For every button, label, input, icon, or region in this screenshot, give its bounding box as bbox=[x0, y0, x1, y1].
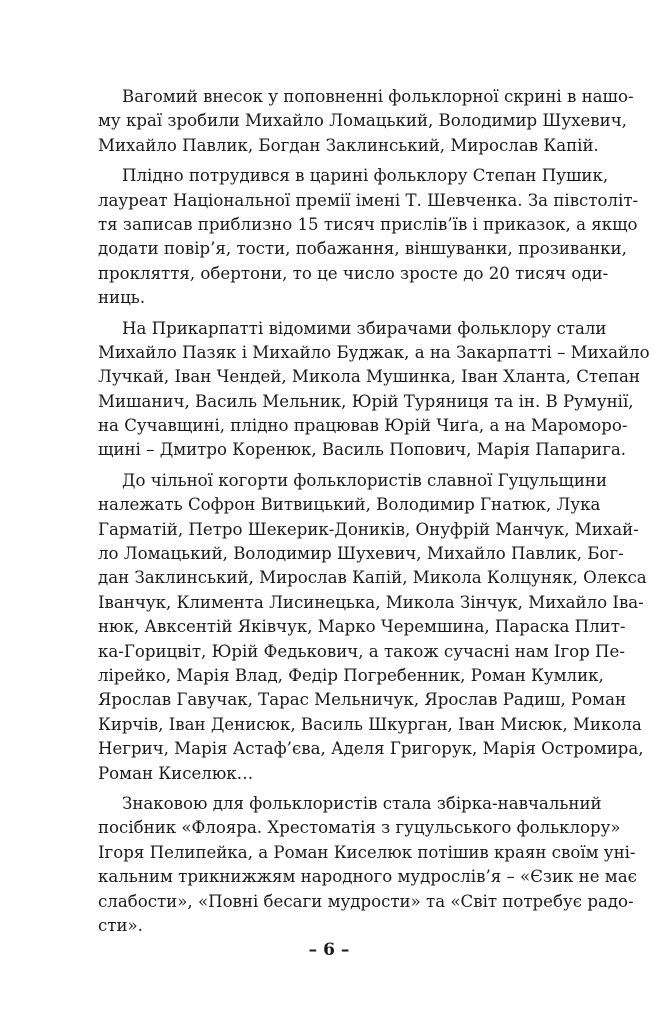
page-number: – 6 – bbox=[308, 940, 350, 960]
text-line: ло Ломацький, Володимир Шухевич, Михайло Павлик, Бог- bbox=[98, 544, 624, 564]
text-line: Мишанич, Василь Мельник, Юрій Туряниця та ін. В Румунії, bbox=[98, 391, 634, 411]
text-line: Гарматій, Петро Шекерик-Доників, Онуфрій Манчук, Михай- bbox=[98, 519, 639, 539]
paragraph-5 bbox=[98, 792, 637, 938]
text-line: Плідно потрудився в царині фольклору Степан Пушик, bbox=[122, 166, 609, 186]
text-line: Знаковою для фольклористів стала збірка-навчальний bbox=[122, 793, 602, 813]
text-line: належать Софрон Витвицький, Володимир Гнатюк, Лука bbox=[98, 495, 601, 515]
text-line: Михайло Пазяк і Михайло Буджак, а на Закарпатті – Михайло bbox=[98, 342, 650, 362]
body-text bbox=[98, 85, 650, 938]
text-line: Ярослав Гавучак, Тарас Мельничук, Ярослав Радиш, Роман bbox=[98, 690, 627, 710]
text-line: сти». bbox=[98, 915, 143, 935]
text-line: слабости», «Повні бесаги мудрости» та «Світ потребує радо- bbox=[98, 891, 634, 911]
paragraph-1 bbox=[98, 85, 634, 158]
text-line: ка-Горицвіт, Юрій Федькович, а також сучасні нам Ігор Пе- bbox=[98, 641, 625, 661]
text-line: Кирчів, Іван Денисюк, Василь Шкурган, Іван Мисюк, Микола bbox=[98, 714, 642, 734]
text-line: тя записав приблизно 15 тисяч прислів’їв і приказок, а якщо bbox=[98, 214, 638, 234]
text-line: му краї зробили Михайло Ломацький, Володимир Шухевич, bbox=[98, 111, 627, 131]
text-line: щині – Дмитро Коренюк, Василь Попович, Марія Папарига. bbox=[98, 440, 627, 460]
text-line: ниць. bbox=[98, 288, 146, 308]
text-line: Лучкай, Іван Чендей, Микола Мушинка, Іван Хланта, Степан bbox=[98, 367, 640, 387]
text-line: Михайло Павлик, Богдан Заклинський, Мирослав Капій. bbox=[98, 135, 599, 155]
text-line: додати повір’я, тости, побажання, віншуванки, прозиванки, bbox=[98, 239, 627, 259]
paragraph-2 bbox=[98, 164, 639, 310]
text-line: нюк, Авксентій Яківчук, Марко Черемшина, Параска Плит- bbox=[98, 617, 626, 637]
text-line: лауреат Національної премії імені Т. Шевченка. За півстоліт- bbox=[98, 190, 639, 210]
text-line: На Прикарпатті відомими збирачами фольклору стали bbox=[122, 318, 607, 338]
text-line: Іванчук, Климента Лисинецька, Микола Зінчук, Михайло Іва- bbox=[98, 592, 644, 612]
text-line: кальним трикнижжям народного мудрослів’я – «Єзик не має bbox=[98, 867, 637, 887]
text-line: Вагомий внесок у поповненні фольклорної скрині в нашо- bbox=[122, 87, 634, 106]
text-line: Роман Киселюк… bbox=[98, 763, 254, 783]
paragraph-3 bbox=[98, 317, 650, 463]
text-line: До чільної когорти фольклористів славної Гуцульщини bbox=[122, 470, 608, 490]
text-line: прокляття, обертони, то це число зросте до 20 тисяч оди- bbox=[98, 263, 609, 283]
text-line: на Сучавщині, плідно працював Юрій Чиґа, а на Мароморо- bbox=[98, 416, 628, 436]
text-line: посібник «Флояра. Хрестоматія з гуцульського фольклору» bbox=[98, 818, 621, 838]
text-line: Негрич, Марія Астаф’єва, Аделя Григорук, Марія Остромира, bbox=[98, 739, 644, 759]
text-line: дан Заклинський, Мирослав Капій, Микола Колцуняк, Олекса bbox=[98, 568, 647, 588]
paragraph-4 bbox=[98, 469, 647, 786]
text-line: лipейко, Марія Влад, Федір Погребенник, Роман Кумлик, bbox=[98, 665, 604, 685]
text-line: Ігоря Пелипейка, а Роман Киселюк потішив краян своїм уні- bbox=[98, 842, 636, 862]
